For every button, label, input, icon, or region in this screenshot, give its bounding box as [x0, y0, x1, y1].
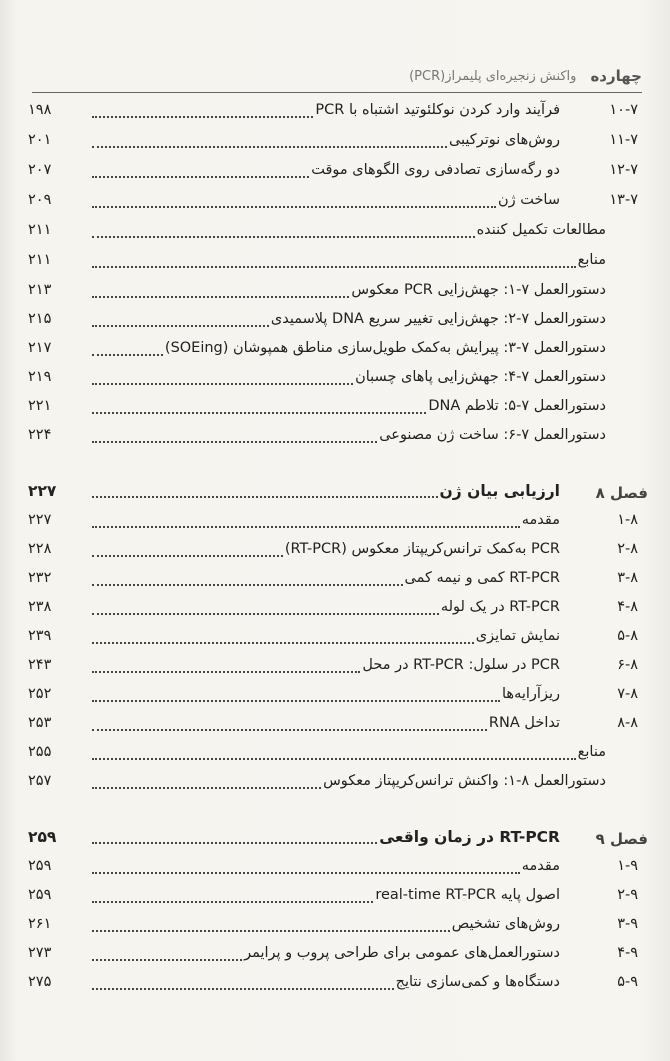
entry-number: ۱۱-۷	[609, 132, 638, 148]
entry-page-number: ۲۱۵	[28, 311, 52, 327]
entry-body	[90, 282, 606, 306]
entry-number: ۳-۹	[617, 916, 638, 932]
entry-page-number: ۲۵۲	[28, 686, 52, 702]
toc-entry[interactable]	[28, 974, 638, 1000]
toc-entry[interactable]	[28, 744, 638, 770]
leader-dots	[92, 887, 373, 903]
leader-dots	[92, 369, 353, 385]
leader-dots	[92, 773, 321, 789]
entry-title: ریزآرایه‌ها	[502, 686, 560, 702]
entry-number: ۴-۹	[617, 945, 638, 961]
leader-dots	[92, 311, 269, 327]
entry-page-number: ۲۷۵	[28, 974, 52, 990]
header-book-title: واکنش زنجیره‌ای پلیمراز(PCR)	[409, 68, 577, 84]
entry-body	[90, 773, 606, 797]
leader-dots	[92, 945, 242, 961]
entry-body	[90, 398, 606, 422]
entry-body	[90, 192, 560, 216]
entry-title: دستورالعمل ۷-۴: جهش‌زایی پاهای چسبان	[355, 369, 606, 385]
entry-page-number: ۲۰۹	[28, 192, 52, 208]
leader-dots	[92, 340, 163, 356]
leader-dots	[92, 657, 360, 673]
entry-page-number: ۲۵۷	[28, 773, 52, 789]
entry-page-number: ۲۴۳	[28, 657, 52, 673]
entry-title: دستورالعمل‌های عمومی برای طراحی پروب و پرایمر	[244, 945, 560, 961]
entry-number: ۶-۸	[617, 657, 638, 673]
leader-dots	[92, 192, 496, 208]
entry-body	[90, 858, 560, 882]
entry-page-number: ۲۷۳	[28, 945, 52, 961]
entry-number: ۱۲-۷	[609, 162, 638, 178]
toc-entry[interactable]	[28, 715, 638, 741]
leader-dots	[92, 427, 377, 443]
entry-title: دو رگه‌سازی تصادفی روی الگوهای موقت	[311, 162, 560, 178]
chapter-page-number: ۲۵۹	[28, 828, 57, 846]
leader-dots	[92, 715, 487, 731]
entry-body	[90, 252, 606, 276]
header-page-word: چهارده	[590, 67, 642, 85]
entry-body	[90, 369, 606, 393]
entry-page-number: ۲۲۸	[28, 541, 52, 557]
entry-number: ۱-۹	[617, 858, 638, 874]
leader-dots	[92, 282, 349, 298]
leader-dots	[92, 398, 426, 414]
entry-body	[90, 945, 560, 969]
toc-entry[interactable]	[28, 311, 638, 337]
leader-dots	[92, 628, 474, 644]
entry-number: ۵-۹	[617, 974, 638, 990]
toc-entry[interactable]	[28, 162, 638, 188]
entry-page-number: ۲۱۹	[28, 369, 52, 385]
entry-body	[90, 628, 560, 652]
entry-body	[90, 657, 560, 681]
entry-page-number: ۲۱۱	[28, 252, 52, 268]
header-divider	[32, 92, 642, 93]
leader-dots	[92, 132, 447, 148]
chapter-title: RT-PCR در زمان واقعی	[379, 828, 560, 846]
toc-entry[interactable]	[28, 887, 638, 913]
leader-dots	[92, 541, 283, 557]
entry-number: ۱-۸	[617, 512, 638, 528]
entry-title: دستورالعمل ۸-۱: واکنش ترانس‌کریپتاز معکوس	[323, 773, 606, 789]
toc-entry[interactable]	[28, 282, 638, 308]
toc-entry[interactable]	[28, 858, 638, 884]
chapter-heading-body	[90, 482, 560, 506]
toc-entry[interactable]	[28, 192, 638, 218]
entry-page-number: ۲۲۱	[28, 398, 52, 414]
toc-entry[interactable]	[28, 570, 638, 596]
toc-entry[interactable]	[28, 512, 638, 538]
toc-entry[interactable]	[28, 132, 638, 158]
toc-entry[interactable]	[28, 686, 638, 712]
entry-page-number: ۲۱۷	[28, 340, 52, 356]
chapter-page-number: ۲۲۷	[28, 482, 57, 500]
toc-entry[interactable]	[28, 541, 638, 567]
chapter-title: ارزیابی بیان ژن	[439, 482, 560, 500]
entry-title: منابع	[577, 744, 606, 760]
entry-title: RT-PCR کمی و نیمه کمی	[404, 570, 560, 586]
leader-dots	[92, 222, 475, 238]
entry-page-number: ۲۵۳	[28, 715, 52, 731]
entry-title: منابع	[577, 252, 606, 268]
toc-entry[interactable]	[28, 945, 638, 971]
entry-body	[90, 570, 560, 594]
entry-title: ساخت ژن	[497, 192, 560, 208]
chapter-heading[interactable]	[28, 482, 638, 508]
entry-page-number: ۲۶۱	[28, 916, 52, 932]
toc-entry[interactable]	[28, 657, 638, 683]
entry-number: ۴-۸	[617, 599, 638, 615]
entry-title: دستورالعمل ۷-۳: پیرایش به‌کمک طویل‌سازی مناطق همپوشان (SOEing)	[164, 340, 606, 356]
page-header	[300, 66, 642, 86]
leader-dots	[92, 916, 450, 932]
entry-page-number: ۲۱۳	[28, 282, 52, 298]
entry-title: نمایش تمایزی	[475, 628, 560, 644]
toc-entry[interactable]	[28, 916, 638, 942]
entry-number: ۷-۸	[617, 686, 638, 702]
leader-dots	[92, 102, 313, 118]
entry-page-number: ۱۹۸	[28, 102, 52, 118]
entry-number: ۳-۸	[617, 570, 638, 586]
entry-number: ۸-۸	[617, 715, 638, 731]
entry-title: روش‌های تشخیص	[451, 916, 560, 932]
entry-title: دستورالعمل ۷-۱: جهش‌زایی PCR معکوس	[351, 282, 606, 298]
chapter-label: فصل ۸	[595, 484, 648, 502]
entry-title: دستورالعمل ۷-۲: جهش‌زایی تغییر سریع DNA پلاسمیدی	[270, 311, 606, 327]
entry-title: PCR در سلول: RT-PCR در محل	[362, 657, 560, 673]
entry-body	[90, 974, 560, 998]
toc-entry[interactable]	[28, 369, 638, 395]
entry-title: دستگاه‌ها و کمی‌سازی نتایج	[395, 974, 560, 990]
entry-number: ۵-۸	[617, 628, 638, 644]
entry-page-number: ۲۳۹	[28, 628, 52, 644]
entry-title: PCR به‌کمک ترانس‌کریپتاز معکوس (RT-PCR)	[284, 541, 560, 557]
chapter-heading-body	[90, 828, 560, 852]
entry-title: اصول پایه real-time RT-PCR	[375, 887, 560, 903]
entry-body	[90, 311, 606, 335]
entry-body	[90, 340, 606, 364]
leader-dots	[92, 858, 520, 874]
entry-page-number: ۲۰۱	[28, 132, 52, 148]
entry-number: ۱۰-۷	[609, 102, 638, 118]
leader-dots	[92, 599, 439, 615]
entry-title: روش‌های نوترکیبی	[448, 132, 560, 148]
leader-dots	[92, 686, 500, 702]
entry-page-number: ۲۵۹	[28, 887, 52, 903]
entry-page-number: ۲۵۵	[28, 744, 52, 760]
entry-body	[90, 744, 606, 768]
entry-title: فرآیند وارد کردن نوکلئوتید اشتباه با PCR	[315, 102, 560, 118]
entry-page-number: ۲۱۱	[28, 222, 52, 238]
entry-page-number: ۲۲۴	[28, 427, 52, 443]
toc-entry[interactable]	[28, 628, 638, 654]
leader-dots	[92, 974, 394, 990]
entry-body	[90, 222, 606, 246]
chapter-label: فصل ۹	[595, 830, 648, 848]
entry-title: مقدمه	[521, 858, 560, 874]
entry-number: ۲-۹	[617, 887, 638, 903]
leader-dots	[92, 828, 377, 844]
entry-title: دستورالعمل ۷-۵: تلاطم DNA	[428, 398, 606, 414]
leader-dots	[92, 512, 520, 528]
leader-dots	[92, 252, 576, 268]
entry-title: مطالعات تکمیل کننده	[476, 222, 606, 238]
entry-body	[90, 132, 560, 156]
entry-body	[90, 102, 560, 126]
toc-entry[interactable]	[28, 102, 638, 128]
entry-page-number: ۲۵۹	[28, 858, 52, 874]
toc-entry[interactable]	[28, 252, 638, 278]
chapter-heading[interactable]	[28, 828, 638, 854]
toc-entry[interactable]	[28, 398, 638, 424]
toc-entry[interactable]	[28, 340, 638, 366]
entry-body	[90, 686, 560, 710]
entry-title: تداخل RNA	[488, 715, 560, 731]
entry-body	[90, 427, 606, 451]
leader-dots	[92, 162, 309, 178]
toc-entry[interactable]	[28, 427, 638, 453]
entry-number: ۱۳-۷	[609, 192, 638, 208]
leader-dots	[92, 482, 438, 498]
entry-page-number: ۲۰۷	[28, 162, 52, 178]
entry-body	[90, 541, 560, 565]
entry-title: دستورالعمل ۷-۶: ساخت ژن مصنوعی	[379, 427, 606, 443]
leader-dots	[92, 570, 403, 586]
entry-body	[90, 162, 560, 186]
leader-dots	[92, 744, 576, 760]
entry-page-number: ۲۳۲	[28, 570, 52, 586]
entry-title: RT-PCR در یک لوله	[440, 599, 560, 615]
entry-body	[90, 512, 560, 536]
entry-body	[90, 887, 560, 911]
entry-body	[90, 599, 560, 623]
entry-body	[90, 715, 560, 739]
entry-body	[90, 916, 560, 940]
toc-entry[interactable]	[28, 222, 638, 248]
toc-entry[interactable]	[28, 599, 638, 625]
entry-number: ۲-۸	[617, 541, 638, 557]
entry-page-number: ۲۳۸	[28, 599, 52, 615]
toc-entry[interactable]	[28, 773, 638, 799]
entry-page-number: ۲۲۷	[28, 512, 52, 528]
entry-title: مقدمه	[521, 512, 560, 528]
